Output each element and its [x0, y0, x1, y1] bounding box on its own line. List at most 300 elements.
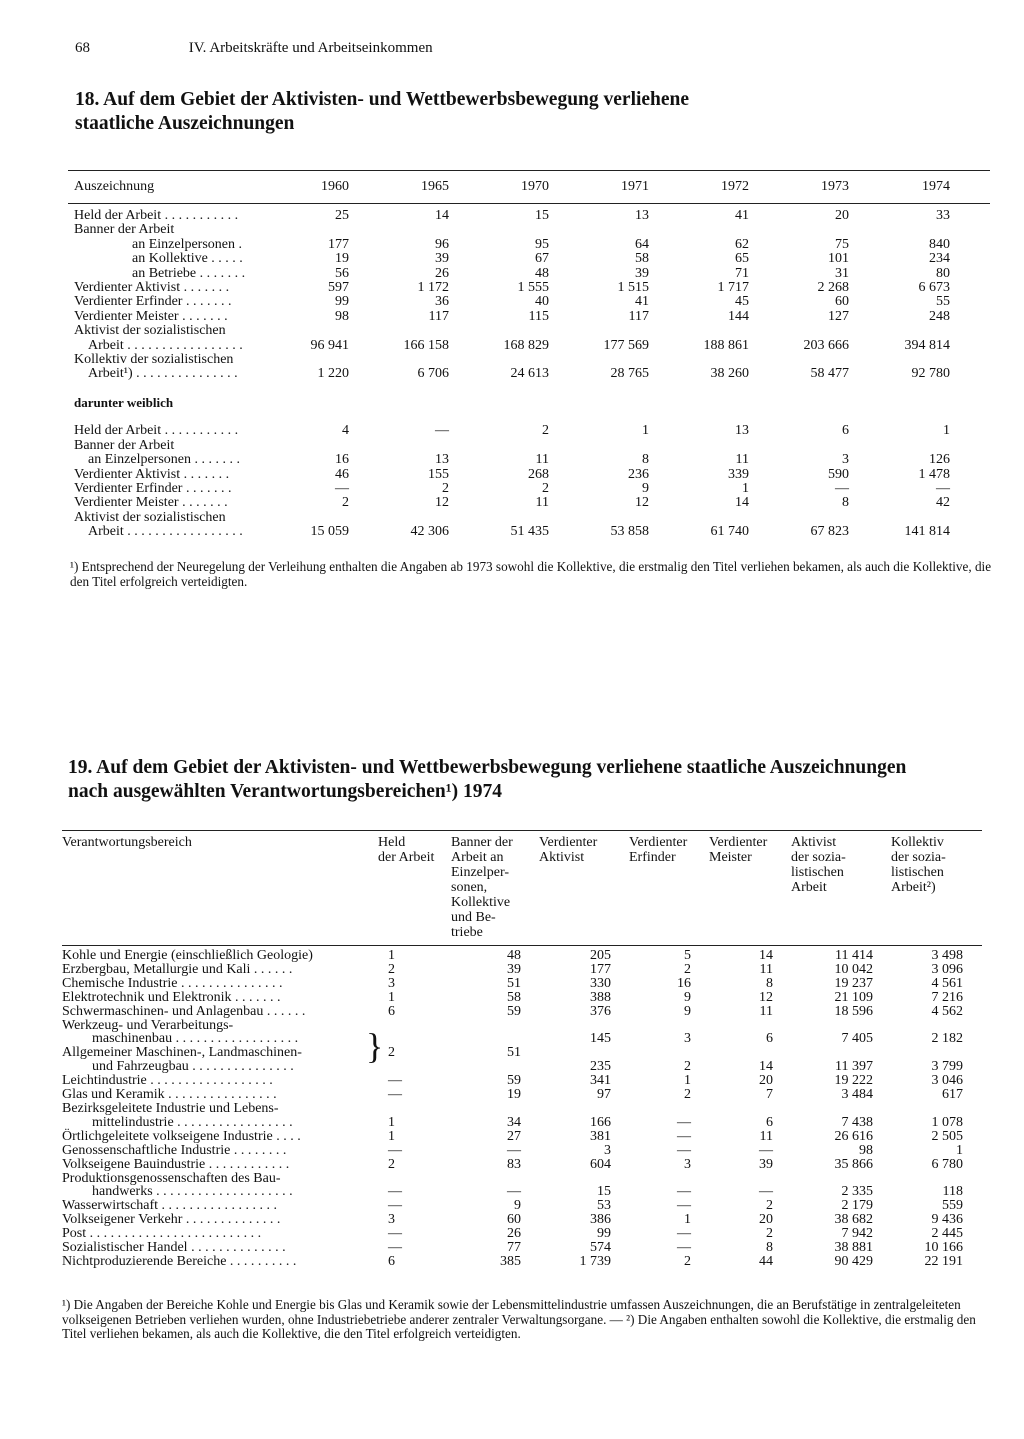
cell-value: 92 780 — [911, 366, 950, 382]
cell-value: 26 — [507, 1226, 521, 1242]
table19-header-row — [62, 835, 977, 943]
table-row — [62, 1172, 977, 1186]
cell-value: 1 — [642, 423, 649, 439]
table-row — [74, 424, 950, 438]
cell-value — [849, 439, 950, 453]
row-label: Held der Arbeit . . . . . . . . . . . — [74, 423, 239, 439]
table18-footnote: ¹) Entsprechend der Neuregelung der Verleihung enthalten die Angaben ab 1973 sowohl die Kollektive, die erstmalig den Titel verliehen bekamen, als auch die Kollektive, die den Titel erfolgreich verteidigten. — [70, 559, 992, 589]
table18-top-rule — [68, 170, 990, 171]
table-row — [62, 1088, 977, 1102]
row-label: Verdienter Erfinder . . . . . . . — [74, 294, 232, 310]
cell-value — [749, 511, 849, 525]
cell-value — [349, 223, 449, 237]
cell-value — [625, 1046, 705, 1060]
table-row — [62, 1005, 977, 1019]
cell-value: 60 — [507, 1212, 521, 1228]
cell-value: 13 — [435, 452, 449, 468]
cell-value — [374, 1032, 447, 1046]
cell-value — [549, 223, 649, 237]
cell-value: 98 — [859, 1142, 873, 1158]
row-label: Bezirksgeleitete Industrie und Lebens- — [62, 1100, 279, 1116]
row-label: Verdienter Meister . . . . . . . — [74, 308, 228, 324]
table-row — [74, 310, 950, 324]
cell-value — [447, 1102, 535, 1116]
cell-value — [705, 1046, 787, 1060]
cell-value — [749, 223, 849, 237]
cell-value: — — [677, 1184, 691, 1200]
cell-value: 117 — [428, 308, 449, 324]
table-row — [74, 252, 950, 266]
cell-value: 7 — [766, 1087, 773, 1103]
cell-value — [549, 439, 649, 453]
cell-value: 155 — [428, 466, 449, 482]
subheading-row — [74, 382, 950, 424]
cell-value: 58 — [507, 989, 521, 1005]
row-label: Erzbergbau, Metallurgie und Kali . . . . . . — [62, 961, 293, 977]
cell-value: 41 — [635, 294, 649, 310]
cell-value: 5 — [684, 948, 691, 963]
row-label: Produktionsgenossenschaften des Bau- — [62, 1170, 281, 1186]
cell-value: 3 — [388, 1212, 395, 1228]
cell-value: 99 — [597, 1226, 611, 1242]
cell-value: 33 — [936, 208, 950, 223]
row-label: Verdienter Aktivist . . . . . . . — [74, 280, 230, 296]
page-header — [75, 40, 975, 57]
cell-value: 96 941 — [310, 337, 349, 353]
cell-value: 388 — [590, 989, 611, 1005]
cell-value: 6 — [766, 1114, 773, 1130]
cell-value — [374, 1060, 447, 1074]
cell-value: 9 — [514, 1198, 521, 1214]
cell-value: 2 335 — [841, 1184, 873, 1200]
table18-year-header: 1970 — [521, 179, 549, 195]
cell-value: 80 — [936, 265, 950, 281]
table19-col-header: Held der Arbeit — [378, 835, 435, 865]
table-row — [74, 367, 950, 381]
table-row — [74, 496, 950, 510]
cell-value — [279, 324, 349, 338]
cell-value: — — [335, 480, 349, 496]
row-label: Banner der Arbeit — [74, 222, 175, 238]
cell-value: 36 — [435, 294, 449, 310]
cell-value: 6 780 — [931, 1156, 963, 1172]
cell-value: 27 — [507, 1128, 521, 1144]
cell-value: 9 — [684, 1003, 691, 1019]
cell-value: 26 616 — [834, 1128, 873, 1144]
cell-value: 141 814 — [904, 524, 950, 540]
table-row — [62, 1185, 977, 1199]
cell-value: 14 — [759, 1059, 773, 1075]
cell-value: — — [759, 1142, 773, 1158]
cell-value: 2 — [766, 1226, 773, 1242]
cell-value: 55 — [936, 294, 950, 310]
cell-value: 126 — [929, 452, 950, 468]
cell-value: 2 — [388, 1156, 395, 1172]
table19-title-line2: nach ausgewählten Verantwortungsbereichen¹) 1974 — [68, 781, 502, 802]
cell-value: 7 216 — [931, 989, 963, 1005]
row-label: Nichtproduzierende Bereiche . . . . . . . . . . — [62, 1253, 297, 1269]
cell-value: 45 — [735, 294, 749, 310]
cell-value: 98 — [335, 308, 349, 324]
cell-value: 2 — [766, 1198, 773, 1214]
row-label: Werkzeug- und Verarbeitungs- — [62, 1017, 234, 1033]
cell-value — [449, 439, 549, 453]
table19-top-rule — [62, 830, 982, 831]
cell-value: 1 — [684, 1212, 691, 1228]
cell-value: 590 — [828, 466, 849, 482]
row-label: Volkseigener Verkehr . . . . . . . . . . . . . . — [62, 1212, 281, 1228]
cell-value: 248 — [929, 308, 950, 324]
cell-value — [279, 353, 349, 367]
cell-value: 1 717 — [717, 280, 749, 296]
cell-value: — — [835, 480, 849, 496]
cell-value: 53 858 — [610, 524, 649, 540]
cell-value: 48 — [507, 948, 521, 963]
cell-value — [279, 511, 349, 525]
cell-value: 51 435 — [510, 524, 549, 540]
cell-value: 7 942 — [841, 1226, 873, 1242]
cell-value: 6 673 — [918, 280, 950, 296]
row-label: Verdienter Aktivist . . . . . . . — [74, 466, 230, 482]
cell-value — [649, 439, 749, 453]
cell-value: 4 — [342, 423, 349, 439]
table-row — [62, 1144, 977, 1158]
table19-col-header: Banner der Arbeit an Einzelper- sonen, Kollektive und Be- triebe — [451, 835, 513, 940]
cell-value: 16 — [335, 452, 349, 468]
row-label: maschinenbau . . . . . . . . . . . . . . . . . . — [92, 1031, 299, 1047]
cell-value — [449, 353, 549, 367]
table-row — [62, 1158, 977, 1172]
cell-value: 11 — [735, 452, 749, 468]
row-label: an Kollektive . . . . . — [132, 251, 243, 267]
cell-value: 11 397 — [835, 1059, 873, 1075]
cell-value: 39 — [507, 961, 521, 977]
cell-value: 31 — [835, 265, 849, 281]
cell-value: 90 429 — [834, 1253, 873, 1269]
cell-value: 341 — [590, 1073, 611, 1089]
table18-year-header: 1965 — [421, 179, 449, 195]
cell-value: 26 — [435, 265, 449, 281]
cell-value: 1 478 — [918, 466, 950, 482]
cell-value: 59 — [507, 1003, 521, 1019]
cell-value: 58 — [635, 251, 649, 267]
subheading-female: darunter weiblich — [74, 394, 174, 410]
cell-value — [549, 511, 649, 525]
cell-value: 8 — [642, 452, 649, 468]
cell-value — [649, 324, 749, 338]
cell-value: 6 — [766, 1031, 773, 1047]
table19-col-header: Verantwortungsbereich — [62, 835, 192, 850]
cell-value: 2 268 — [817, 280, 849, 296]
table19 — [62, 835, 977, 1269]
cell-value: 2 — [542, 480, 549, 496]
cell-value: — — [435, 423, 449, 439]
cell-value: 2 — [388, 961, 395, 977]
row-label: Schwermaschinen- und Anlagenbau . . . . . . — [62, 1003, 306, 1019]
cell-value: 77 — [507, 1240, 521, 1256]
row-label: Volkseigene Bauindustrie . . . . . . . . . . . . — [62, 1156, 290, 1172]
cell-value — [447, 1172, 535, 1186]
cell-value: 51 — [507, 1045, 521, 1061]
cell-value — [849, 353, 950, 367]
table-row — [74, 453, 950, 467]
cell-value: 59 — [507, 1073, 521, 1089]
cell-value: 16 — [677, 975, 691, 991]
cell-value: 234 — [929, 251, 950, 267]
row-label: Elektrotechnik und Elektronik . . . . . . . — [62, 989, 281, 1005]
cell-value: 2 — [684, 961, 691, 977]
cell-value: 42 306 — [410, 524, 449, 540]
table-row — [62, 963, 977, 977]
row-label: Wasserwirtschaft . . . . . . . . . . . . . . . . . — [62, 1198, 278, 1214]
cell-value — [374, 1102, 447, 1116]
cell-value: 339 — [728, 466, 749, 482]
cell-value: 20 — [759, 1073, 773, 1089]
cell-value: 15 — [535, 208, 549, 223]
cell-value — [887, 1046, 977, 1060]
cell-value: 13 — [635, 208, 649, 223]
cell-value: 38 881 — [834, 1240, 873, 1256]
cell-value: 2 — [542, 423, 549, 439]
cell-value: 8 — [766, 975, 773, 991]
cell-value: 38 682 — [834, 1212, 873, 1228]
cell-value: 4 562 — [931, 1003, 963, 1019]
cell-value: 41 — [735, 208, 749, 223]
cell-value: 3 — [684, 1156, 691, 1172]
running-title: IV. Arbeitskräfte und Arbeitseinkommen — [188, 40, 433, 56]
cell-value: 1 — [742, 480, 749, 496]
table19-col-header: Aktivist der sozia- listischen Arbeit — [791, 835, 846, 895]
cell-value: 1 172 — [417, 280, 449, 296]
cell-value: 67 — [535, 251, 549, 267]
cell-value: 9 — [642, 480, 649, 496]
table-row — [62, 1116, 977, 1130]
cell-value: 11 — [759, 961, 773, 977]
cell-value: 394 814 — [904, 337, 950, 353]
table18-year-header: 1974 — [922, 179, 950, 195]
cell-value — [749, 353, 849, 367]
cell-value: 559 — [942, 1198, 963, 1214]
cell-value: 10 166 — [924, 1240, 963, 1256]
cell-value: 1 — [388, 948, 395, 963]
table-row — [62, 1227, 977, 1241]
table19-col-header: Verdienter Meister — [709, 835, 768, 865]
cell-value — [349, 439, 449, 453]
cell-value: 6 — [842, 423, 849, 439]
cell-value: 166 — [590, 1114, 611, 1130]
cell-value: 101 — [828, 251, 849, 267]
cell-value: 61 740 — [710, 524, 749, 540]
cell-value: 1 739 — [579, 1253, 611, 1269]
row-label: Genossenschaftliche Industrie . . . . . . . . — [62, 1142, 287, 1158]
cell-value: 177 — [590, 961, 611, 977]
cell-value: 8 — [766, 1240, 773, 1256]
cell-value — [625, 1019, 705, 1033]
cell-value: 14 — [759, 948, 773, 963]
cell-value: — — [507, 1184, 521, 1200]
cell-value: — — [388, 1198, 402, 1214]
cell-value: — — [677, 1226, 691, 1242]
cell-value: — — [507, 1142, 521, 1158]
cell-value: — — [388, 1142, 402, 1158]
cell-value — [787, 1019, 887, 1033]
cell-value: 205 — [590, 948, 611, 963]
cell-value — [749, 439, 849, 453]
table-row — [74, 238, 950, 252]
row-label: Sozialistischer Handel . . . . . . . . . . . . . . — [62, 1240, 286, 1256]
cell-value: 64 — [635, 236, 649, 252]
cell-value: 115 — [528, 308, 549, 324]
cell-value: 386 — [590, 1212, 611, 1228]
cell-value: 1 220 — [317, 366, 349, 382]
cell-value — [787, 1172, 887, 1186]
cell-value: 22 191 — [924, 1253, 963, 1269]
cell-value: 574 — [590, 1240, 611, 1256]
cell-value — [705, 1102, 787, 1116]
cell-value: 168 829 — [503, 337, 549, 353]
cell-value — [349, 353, 449, 367]
cell-value: 25 — [335, 208, 349, 223]
row-label: Banner der Arbeit — [74, 437, 175, 453]
bracket-glyph: } — [366, 1026, 384, 1066]
cell-value: — — [677, 1128, 691, 1144]
cell-value — [449, 223, 549, 237]
cell-value: 13 — [735, 423, 749, 439]
cell-value — [535, 1102, 625, 1116]
cell-value — [787, 1102, 887, 1116]
row-label: Allgemeiner Maschinen-, Landmaschinen- — [62, 1045, 302, 1061]
cell-value — [787, 1046, 887, 1060]
row-label: Verdienter Erfinder . . . . . . . — [74, 480, 232, 496]
table-row — [62, 1019, 977, 1033]
row-label: Arbeit¹) . . . . . . . . . . . . . . . — [88, 366, 238, 382]
cell-value: 42 — [936, 495, 950, 511]
table-row — [74, 223, 950, 237]
table18-year-header: 1971 — [621, 179, 649, 195]
cell-value: — — [388, 1226, 402, 1242]
row-label: an Einzelpersonen . . . . . . . — [88, 452, 241, 468]
cell-value: 62 — [735, 236, 749, 252]
cell-value: 6 — [388, 1253, 395, 1269]
table18-year-header: 1972 — [721, 179, 749, 195]
table-row — [62, 1060, 977, 1074]
cell-value: 11 — [535, 495, 549, 511]
cell-value: 1 — [684, 1073, 691, 1089]
table19-col-header: Kollektiv der sozia- listischen Arbeit²) — [891, 835, 946, 895]
cell-value: 11 414 — [835, 948, 873, 963]
table-row — [74, 295, 950, 309]
cell-value: 67 823 — [810, 524, 849, 540]
cell-value: 3 — [604, 1142, 611, 1158]
cell-value: 3 046 — [931, 1073, 963, 1089]
cell-value: 3 — [842, 452, 849, 468]
row-label: Kollektiv der sozialistischen — [74, 352, 234, 368]
table-row — [62, 1213, 977, 1227]
table-row — [62, 991, 977, 1005]
cell-value: 3 — [388, 975, 395, 991]
table-row — [62, 1032, 977, 1046]
table19-footnote: ¹) Die Angaben der Bereiche Kohle und Energie bis Glas und Keramik sowie der Lebensmittelindustrie umfassen Auszeichnungen, die an Berufstätige in zentralgeleiteten volkseigenen Betrieben verliehen wurden, ohne Industriebetriebe anderer zentraler Verwaltungsorgane. — ²) Die Angaben enthalten sowohl die Kollektive, die erstmalig den Titel verliehen bekamen, als auch die Kollektive, die den Titel erfolgreich verteidigten. — [62, 1297, 976, 1341]
cell-value: 385 — [500, 1253, 521, 1269]
cell-value: 19 222 — [834, 1073, 873, 1089]
cell-value: 1 555 — [517, 280, 549, 296]
cell-value: 3 799 — [931, 1059, 963, 1075]
table18-title-line1: 18. Auf dem Gebiet der Aktivisten- und Wettbewerbsbewegung verliehene — [75, 89, 690, 110]
cell-value — [374, 1019, 447, 1033]
cell-value: 2 445 — [931, 1226, 963, 1242]
cell-value — [887, 1172, 977, 1186]
cell-value: 14 — [735, 495, 749, 511]
cell-value: 20 — [835, 208, 849, 223]
row-label: Arbeit . . . . . . . . . . . . . . . . . — [88, 524, 243, 540]
cell-value: 268 — [528, 466, 549, 482]
cell-value: 35 866 — [834, 1156, 873, 1172]
cell-value — [649, 353, 749, 367]
cell-value: 597 — [328, 280, 349, 296]
cell-value: 11 — [759, 1003, 773, 1019]
cell-value: 65 — [735, 251, 749, 267]
table19-title — [68, 756, 906, 804]
cell-value — [449, 511, 549, 525]
table-row — [74, 353, 950, 367]
cell-value — [549, 353, 649, 367]
cell-value: 39 — [435, 251, 449, 267]
cell-value: 2 — [442, 480, 449, 496]
cell-value: 177 — [328, 236, 349, 252]
table19-col-header: Verdienter Erfinder — [629, 835, 688, 865]
cell-value: 8 — [842, 495, 849, 511]
cell-value: 118 — [942, 1184, 963, 1200]
table-row — [74, 439, 950, 453]
cell-value: 166 158 — [403, 337, 449, 353]
table-row — [74, 209, 950, 223]
cell-value: 2 505 — [931, 1128, 963, 1144]
cell-value: 4 561 — [931, 975, 963, 991]
cell-value: — — [677, 1198, 691, 1214]
cell-value — [849, 324, 950, 338]
cell-value: 95 — [535, 236, 549, 252]
table-row — [74, 267, 950, 281]
cell-value: 53 — [597, 1198, 611, 1214]
cell-value: 12 — [759, 989, 773, 1005]
cell-value: — — [936, 480, 950, 496]
cell-value: 1 — [388, 1128, 395, 1144]
cell-value: 75 — [835, 236, 849, 252]
cell-value: — — [677, 1142, 691, 1158]
cell-value — [849, 223, 950, 237]
table19-col-header: Verdienter Aktivist — [539, 835, 598, 865]
cell-value: 58 477 — [810, 366, 849, 382]
cell-value: 2 — [342, 495, 349, 511]
cell-value: 12 — [435, 495, 449, 511]
cell-value: 381 — [590, 1128, 611, 1144]
cell-value: 3 — [684, 1031, 691, 1047]
cell-value — [349, 511, 449, 525]
cell-value: 330 — [590, 975, 611, 991]
cell-value — [625, 1102, 705, 1116]
cell-value: 28 765 — [610, 366, 649, 382]
row-label: Verdienter Meister . . . . . . . — [74, 495, 228, 511]
cell-value — [349, 324, 449, 338]
cell-value: — — [388, 1087, 402, 1103]
cell-value: 1 — [388, 1114, 395, 1130]
cell-value — [374, 1172, 447, 1186]
cell-value: 83 — [507, 1156, 521, 1172]
table-row — [62, 1241, 977, 1255]
cell-value — [535, 1046, 625, 1060]
cell-value: 3 484 — [841, 1087, 873, 1103]
cell-value — [649, 511, 749, 525]
